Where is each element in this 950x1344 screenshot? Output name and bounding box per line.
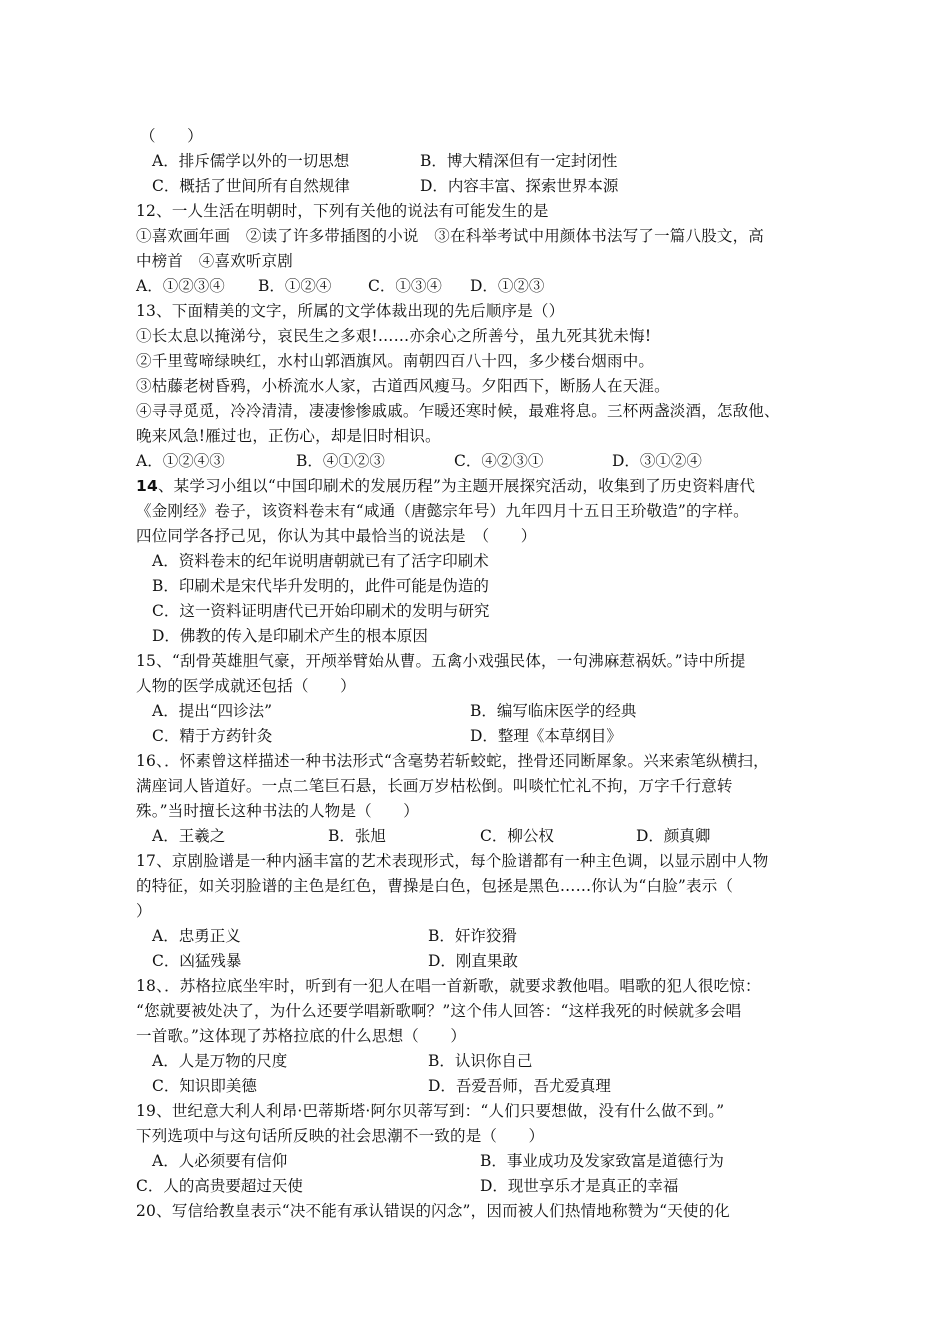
q14-option-a: A．资料卷末的纪年说明唐朝就已有了活字印刷术 [152, 552, 489, 570]
q11-option-c: C．概括了世间所有自然规律 [152, 177, 350, 195]
q16-option-b: B．张旭 [328, 827, 386, 845]
q13-option-d: D．③①②④ [612, 452, 702, 470]
q17-option-c: C．凶猛残暴 [152, 952, 242, 970]
q17-line1: 17、京剧脸谱是一种内涵丰富的艺术表现形式，每个脸谱都有一种主色调，以显示剧中人物 [136, 852, 769, 870]
q18-option-b: B．认识你自己 [428, 1052, 533, 1070]
q19-line1: 19、世纪意大利人利昂·巴蒂斯塔·阿尔贝蒂写到：“人们只要想做，没有什么做不到。” [136, 1102, 725, 1120]
q16-option-d: D．颜真卿 [636, 827, 711, 845]
q13-item-4: ④寻寻觅觅，冷冷清清，凄凄惨惨戚戚。乍暖还寒时候，最难将息。三杯两盏淡酒，怎敌他、 [136, 402, 780, 420]
q12-line3: 中榜首 ④喜欢听京剧 [136, 252, 294, 270]
q11-option-a: A．排斥儒学以外的一切思想 [152, 152, 350, 170]
q11-option-d: D．内容丰富、探索世界本源 [420, 177, 619, 195]
q18-line2: “您就要被处决了，为什么还要学唱新歌啊？”这个伟人回答：“这样我死的时候就多会唱 [136, 1002, 742, 1020]
q16-line2: 满座词人皆道好。一点二笔巨石悬，长画万岁枯松倒。叫啖忙忙礼不拘，万字千行意转 [136, 777, 733, 795]
q12-line2: ①喜欢画年画 ②读了许多带插图的小说 ③在科举考试中用颜体书法写了一篇八股文，高 [136, 227, 765, 245]
q15-option-a: A．提出“四诊法” [152, 702, 273, 720]
q19-line2: 下列选项中与这句话所反映的社会思潮不一致的是（ ） [136, 1127, 545, 1145]
q14-line1-text: 、某学习小组以“中国印刷术的发展历程”为主题开展探究活动，收集到了历史资料唐代 [157, 477, 756, 495]
q13-item-3: ③枯藤老树昏鸦，小桥流水人家，古道西风瘦马。夕阳西下，断肠人在天涯。 [136, 377, 670, 395]
q14-number: 14 [136, 477, 158, 495]
q13-option-c: C．④②③① [454, 452, 544, 470]
q14-option-c: C．这一资料证明唐代已开始印刷术的发明与研究 [152, 602, 490, 620]
q17-option-d: D．刚直果敢 [428, 952, 518, 970]
q17-option-b: B．奸诈狡猾 [428, 927, 517, 945]
q13-item-4-cont: 晚来风急!雁过也，正伤心，却是旧时相识。 [136, 427, 441, 445]
q19-option-c: C．人的高贵要超过天使 [136, 1177, 303, 1195]
q18-option-d: D．吾爱吾师，吾尤爱真理 [428, 1077, 611, 1095]
q17-line3: ） [136, 902, 152, 920]
q13-stem: 13、下面精美的文字，所属的文学体裁出现的先后顺序是（） [136, 302, 565, 320]
q14-line1 [136, 476, 755, 496]
q14-line3: 四位同学各抒己见，你认为其中最恰当的说法是 （ ） [136, 527, 537, 545]
q16-line1: 16、．怀素曾这样描述一种书法形式“含毫势若斩蛟蛇，挫骨还同断犀象。兴来索笔纵横扫， [136, 752, 769, 770]
q12-option-a: A．①②③④ [136, 277, 225, 295]
q15-line2: 人物的医学成就还包括（ ） [136, 677, 356, 695]
q19-option-d: D．现世享乐才是真正的幸福 [480, 1177, 679, 1195]
q13-item-1: ①长太息以掩涕兮，哀民生之多艰!……亦余心之所善兮，虽九死其犹未悔! [136, 327, 652, 345]
q18-option-c: C．知识即美德 [152, 1077, 257, 1095]
q20-line1: 20、写信给教皇表示“决不能有承认错误的闪念”，因而被人们热情地称赞为“天使的化 [136, 1202, 730, 1220]
q18-line3: 一首歌。”这体现了苏格拉底的什么思想（ ） [136, 1027, 467, 1045]
q15-line1: 15、“刮骨英雄胆气豪，开颅举臂始从曹。五禽小戏强民体，一句沸麻惹祸妖。”诗中所提 [136, 652, 746, 670]
q19-option-b: B．事业成功及发家致富是道德行为 [480, 1152, 724, 1170]
q12-option-d: D．①②③ [470, 277, 545, 295]
q18-option-a: A．人是万物的尺度 [152, 1052, 288, 1070]
q16-option-c: C．柳公权 [480, 827, 554, 845]
q17-option-a: A．忠勇正义 [152, 927, 241, 945]
q12-option-c: C．①③④ [368, 277, 442, 295]
q15-option-b: B．编写临床医学的经典 [470, 702, 637, 720]
q13-option-b: B．④①②③ [296, 452, 385, 470]
q13-option-a: A．①②④③ [136, 452, 225, 470]
q14-option-b: B．印刷术是宋代毕升发明的，此件可能是伪造的 [152, 577, 489, 595]
q14-line2: 《金刚经》卷子，该资料卷末有“咸通（唐懿宗年号）九年四月十五日王玠敬造”的字样。 [136, 502, 749, 520]
q11-option-b: B．博大精深但有一定封闭性 [420, 152, 618, 170]
q14-option-d: D．佛教的传入是印刷术产生的根本原因 [152, 627, 428, 645]
q11-paren: （ ） [140, 127, 203, 145]
q12-option-b: B．①②④ [258, 277, 332, 295]
q19-option-a: A．人必须要有信仰 [152, 1152, 288, 1170]
q18-line1: 18、．苏格拉底坐牢时，听到有一犯人在唱一首新歌，就要求教他唱。唱歌的犯人很吃惊： [136, 977, 761, 995]
q15-option-d: D．整理《本草纲目》 [470, 727, 622, 745]
q16-option-a: A．王羲之 [152, 827, 226, 845]
q13-item-2: ②千里莺啼绿映红，水村山郭酒旗风。南朝四百八十四，多少楼台烟雨中。 [136, 352, 655, 370]
q16-line3: 殊。”当时擅长这种书法的人物是（ ） [136, 802, 419, 820]
q17-line2: 的特征，如关羽脸谱的主色是红色，曹操是白色，包拯是黑色……你认为“白脸”表示（ [136, 877, 734, 895]
q15-option-c: C．精于方药针灸 [152, 727, 273, 745]
q12-stem: 12、一人生活在明朝时，下列有关他的说法有可能发生的是 [136, 202, 549, 220]
